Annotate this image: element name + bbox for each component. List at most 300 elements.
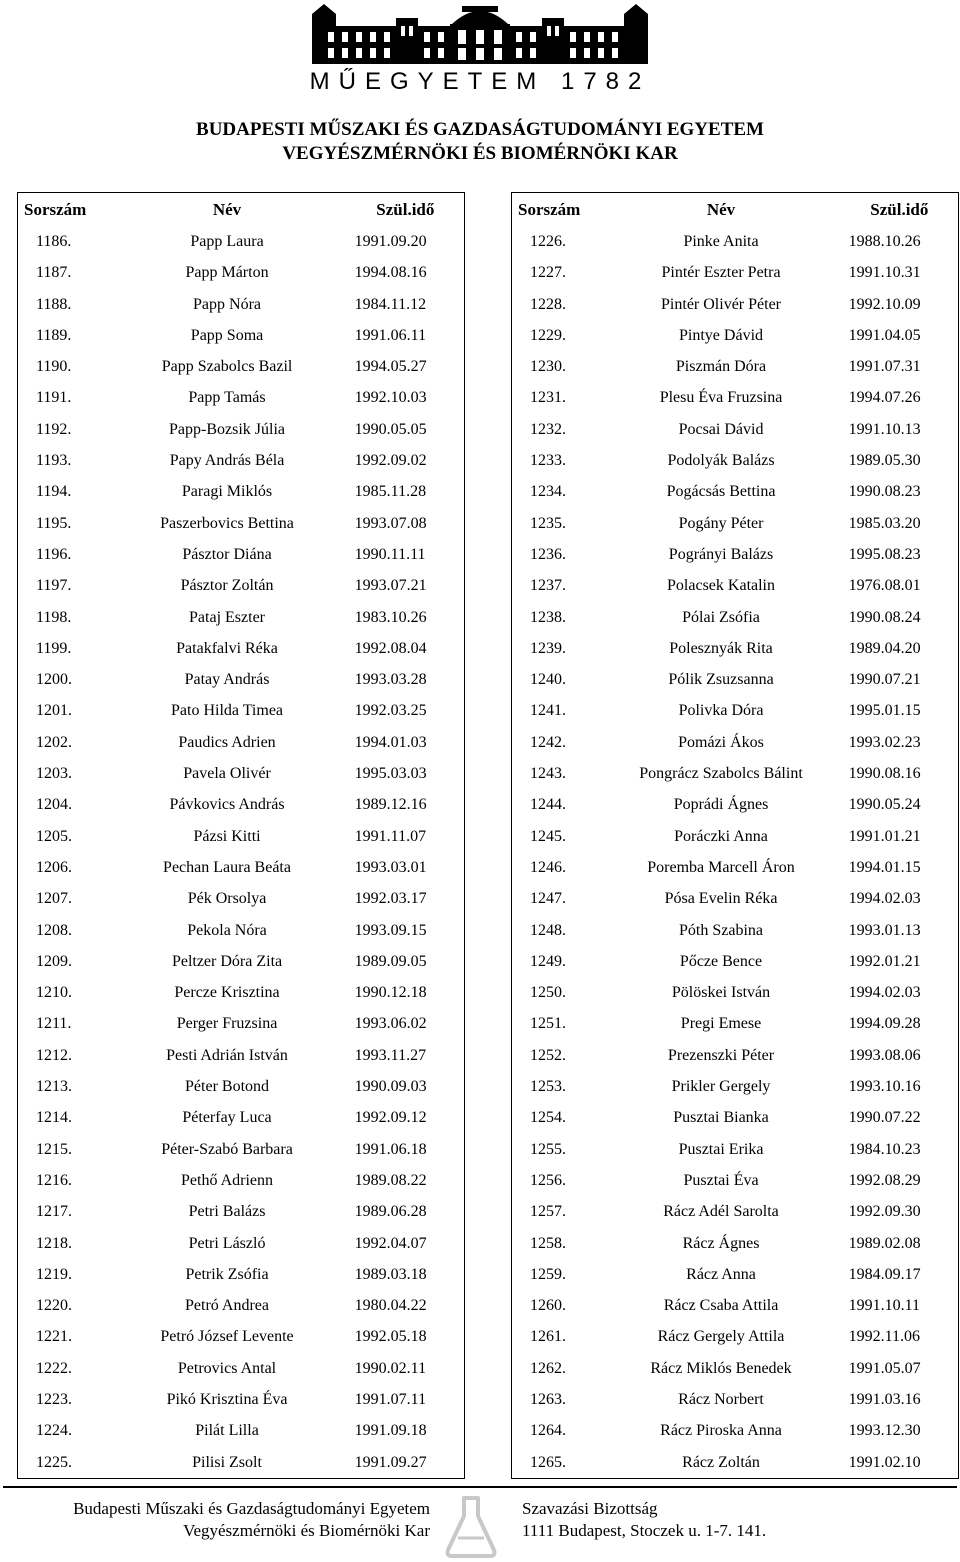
row-birthdate: 1992.09.30 [848,1203,921,1221]
table-row [18,883,465,914]
row-name: Pintér Eszter Petra [661,264,781,282]
row-birthdate: 1993.03.01 [354,858,427,876]
row-name: Pávkovics András [169,796,285,814]
table-row [512,977,959,1008]
table-row [512,1008,959,1039]
row-name: Pongrácz Szabolcs Bálint [639,765,803,783]
table-row [512,915,959,946]
row-birthdate: 1994.08.16 [354,264,427,282]
row-birthdate: 1985.03.20 [848,514,921,532]
row-number: 1259. [530,1265,566,1283]
table-row [18,476,465,507]
row-birthdate: 1991.03.16 [848,1390,921,1408]
row-birthdate: 1995.08.23 [848,545,921,563]
row-number: 1195. [36,514,72,532]
table-row [18,1259,465,1290]
row-number: 1231. [530,389,566,407]
row-birthdate: 1990.05.24 [848,796,921,814]
table-row [18,226,465,257]
row-birthdate: 1992.01.21 [848,952,921,970]
row-name: Pregi Emese [680,1015,762,1033]
row-birthdate: 1989.06.28 [354,1203,427,1221]
row-number: 1236. [530,545,566,563]
row-name: Piszmán Dóra [675,358,767,376]
row-name: Pesti Adrián István [166,1046,288,1064]
row-birthdate: 1984.09.17 [848,1265,921,1283]
footer-committee: Szavazási Bizottság [522,1499,658,1518]
table-row [512,727,959,758]
table-row [18,852,465,883]
table-row [18,1290,465,1321]
row-number: 1204. [36,796,72,814]
row-number: 1228. [530,295,566,313]
column-header-name: Név [706,199,736,219]
row-name: Polacsek Katalin [667,577,775,595]
table-row [512,1228,959,1259]
row-number: 1258. [530,1234,566,1252]
table-row [18,664,465,695]
column-header-birthdate: Szül.idő [376,199,435,219]
table-row [18,1353,465,1384]
row-number: 1249. [530,952,566,970]
table-row [512,1134,959,1165]
row-name: Petri László [188,1234,266,1252]
row-name: Pato Hilda Timea [171,702,284,720]
row-name: Papp-Bozsik Júlia [169,420,286,438]
row-birthdate: 1992.04.07 [354,1234,427,1252]
table-header-row [512,193,959,227]
row-name: Petri Balázs [188,1203,266,1221]
row-number: 1223. [36,1390,72,1408]
table-row [512,602,959,633]
faculty-name: VEGYÉSZMÉRNÖKI ÉS BIOMÉRNÖKI KAR [282,143,678,164]
row-name: Papy András Béla [169,452,285,470]
row-number: 1240. [530,671,566,689]
table-row [512,1259,959,1290]
table-row [18,915,465,946]
row-number: 1246. [530,858,566,876]
table-row [18,602,465,633]
row-birthdate: 1995.03.03 [354,765,427,783]
row-name: Rácz Piroska Anna [660,1422,782,1440]
row-number: 1224. [36,1422,72,1440]
table-row [512,351,959,382]
row-name: Pusztai Éva [683,1171,759,1189]
row-number: 1210. [36,984,72,1002]
row-number: 1238. [530,608,566,626]
row-birthdate: 1990.08.23 [848,483,921,501]
row-birthdate: 1992.10.03 [354,389,427,407]
row-name: Percze Krisztina [174,984,280,1002]
row-number: 1196. [36,545,72,563]
row-birthdate: 1991.07.11 [354,1390,427,1408]
row-number: 1237. [530,577,566,595]
row-number: 1233. [530,452,566,470]
row-birthdate: 1994.01.03 [354,733,427,751]
table-row [512,539,959,570]
row-birthdate: 1989.09.05 [354,952,427,970]
row-number: 1215. [36,1140,72,1158]
table-row [18,289,465,320]
row-name: Prezenszki Péter [667,1046,775,1064]
table-row [18,1008,465,1039]
table-row [512,1040,959,1071]
row-birthdate: 1993.08.06 [848,1046,921,1064]
table-row [512,1196,959,1227]
voter-list-right [511,192,959,1479]
row-birthdate: 1993.11.27 [354,1046,427,1064]
row-birthdate: 1992.09.02 [354,452,427,470]
row-number: 1216. [36,1171,72,1189]
row-birthdate: 1994.09.28 [848,1015,921,1033]
row-number: 1262. [530,1359,566,1377]
row-number: 1220. [36,1297,72,1315]
table-row [512,570,959,601]
table-row [512,320,959,351]
row-number: 1264. [530,1422,566,1440]
row-number: 1235. [530,514,566,532]
row-name: Rácz Zoltán [682,1453,760,1471]
voter-list-left [17,192,465,1479]
row-birthdate: 1991.02.10 [848,1453,921,1471]
row-number: 1225. [36,1453,72,1471]
table-row [512,382,959,413]
row-number: 1205. [36,827,72,845]
table-row [512,226,959,257]
table-row [18,1415,465,1446]
table-row [512,633,959,664]
row-birthdate: 1990.12.18 [354,984,427,1002]
row-number: 1221. [36,1328,72,1346]
row-birthdate: 1991.11.07 [354,827,427,845]
row-name: Péterfay Luca [182,1109,272,1127]
row-number: 1219. [36,1265,72,1283]
table-row [512,852,959,883]
row-number: 1254. [530,1109,566,1127]
row-birthdate: 1994.01.15 [848,858,921,876]
row-birthdate: 1991.09.27 [354,1453,427,1471]
row-birthdate: 1991.01.21 [848,827,921,845]
row-number: 1245. [530,827,566,845]
row-name: Patakfalvi Réka [176,639,278,657]
row-birthdate: 1991.04.05 [848,326,921,344]
row-number: 1256. [530,1171,566,1189]
row-birthdate: 1992.10.09 [848,295,921,313]
table-row [512,821,959,852]
row-name: Perger Fruzsina [176,1015,278,1033]
table-row [512,758,959,789]
footer-right [522,1498,942,1542]
row-number: 1211. [36,1015,72,1033]
row-number: 1242. [530,733,566,751]
row-number: 1186. [36,233,72,250]
row-name: Rácz Anna [686,1265,756,1283]
row-number: 1214. [36,1109,72,1127]
table-row [18,508,465,539]
table-row [512,1447,959,1479]
row-birthdate: 1983.10.26 [354,608,427,626]
row-name: Polesznyák Rita [669,639,773,657]
logo-wordmark: MŰEGYETEM 1782 [309,68,651,95]
table-row [512,1102,959,1133]
row-birthdate: 1993.07.21 [354,577,427,595]
row-name: Poprádi Ágnes [673,796,769,814]
row-number: 1209. [36,952,72,970]
row-birthdate: 1989.08.22 [354,1171,427,1189]
table-row [512,695,959,726]
table-row [512,664,959,695]
row-name: Pilát Lilla [195,1422,259,1440]
row-name: Patay András [184,671,270,689]
row-birthdate: 1989.04.20 [848,639,921,657]
row-name: Podolyák Balázs [667,452,775,470]
row-number: 1234. [530,483,566,501]
row-birthdate: 1989.03.18 [354,1265,427,1283]
row-name: Papp Szabolcs Bazil [161,358,293,376]
row-number: 1192. [36,420,72,438]
row-number: 1226. [530,233,566,250]
row-birthdate: 1990.11.11 [354,545,426,563]
table-row [18,257,465,288]
row-birthdate: 1992.11.06 [848,1328,921,1346]
table-row [512,445,959,476]
row-birthdate: 1993.02.23 [848,733,921,751]
row-name: Papp Nóra [193,295,262,313]
row-birthdate: 1976.08.01 [848,577,921,595]
row-name: Pekola Nóra [187,921,267,939]
row-birthdate: 1991.05.07 [848,1359,921,1377]
row-name: Pataj Eszter [189,608,265,626]
row-birthdate: 1993.03.28 [354,671,427,689]
table-row [18,1447,465,1479]
row-number: 1213. [36,1078,72,1096]
table-header-row [18,193,465,227]
row-birthdate: 1991.06.18 [354,1140,427,1158]
row-number: 1255. [530,1140,566,1158]
row-birthdate: 1992.05.18 [354,1328,427,1346]
table-row [18,1165,465,1196]
row-number: 1217. [36,1203,72,1221]
row-birthdate: 1991.10.11 [848,1297,921,1315]
row-name: Rácz Adél Sarolta [663,1203,779,1221]
row-number: 1227. [530,264,566,282]
row-number: 1229. [530,326,566,344]
row-birthdate: 1984.11.12 [354,295,427,313]
row-name: Pogány Péter [678,514,764,532]
row-name: Pikó Krisztina Éva [166,1390,288,1408]
row-number: 1198. [36,608,72,626]
row-name: Rácz Norbert [678,1390,764,1408]
row-name: Péter Botond [185,1078,270,1096]
row-number: 1239. [530,639,566,657]
table-row [512,508,959,539]
column-header-number: Sorszám [24,199,87,219]
table-row [18,1196,465,1227]
row-birthdate: 1993.10.16 [848,1078,921,1096]
row-birthdate: 1990.08.24 [848,608,921,626]
row-name: Pilisi Zsolt [192,1453,262,1471]
row-name: Pomázi Ákos [678,733,764,751]
row-number: 1260. [530,1297,566,1315]
row-number: 1188. [36,295,72,313]
table-row [18,539,465,570]
footer-address: 1111 Budapest, Stoczek u. 1-7. 141. [522,1521,767,1540]
table-row [18,727,465,758]
table-row [512,1415,959,1446]
table-row [512,476,959,507]
row-name: Petrik Zsófia [185,1265,269,1283]
row-number: 1243. [530,765,566,783]
row-birthdate: 1989.12.16 [354,796,427,814]
row-birthdate: 1993.12.30 [848,1422,921,1440]
table-row [512,257,959,288]
row-name: Pólik Zsuzsanna [668,671,774,689]
row-name: Rácz Ágnes [682,1234,760,1252]
row-birthdate: 1992.08.04 [354,639,427,657]
table-row [18,414,465,445]
row-number: 1202. [36,733,72,751]
table-row [18,977,465,1008]
row-birthdate: 1990.05.05 [354,420,427,438]
row-birthdate: 1991.10.31 [848,264,921,282]
row-name: Pusztai Erika [678,1140,764,1158]
table-row [512,1384,959,1415]
footer-university: Budapesti Műszaki és Gazdaságtudományi Egyetem [73,1499,430,1518]
row-name: Pázsi Kitti [193,827,261,845]
row-birthdate: 1994.02.03 [848,890,921,908]
table-row [18,758,465,789]
row-birthdate: 1992.03.25 [354,702,427,720]
table-row [18,1071,465,1102]
row-number: 1232. [530,420,566,438]
row-name: Pinke Anita [683,233,759,250]
row-number: 1201. [36,702,72,720]
table-row [512,789,959,820]
row-number: 1189. [36,326,72,344]
row-name: Pásztor Zoltán [180,577,274,595]
university-name: BUDAPESTI MŰSZAKI ÉS GAZDASÁGTUDOMÁNYI EGYETEM [196,119,764,140]
row-name: Pék Orsolya [187,890,267,908]
row-birthdate: 1993.09.15 [354,921,427,939]
row-birthdate: 1988.10.26 [848,233,921,250]
row-name: Poremba Marcell Áron [647,858,795,876]
footer-divider [3,1486,957,1488]
row-name: Pechan Laura Beáta [163,858,291,876]
row-number: 1241. [530,702,566,720]
table-row [512,414,959,445]
row-number: 1203. [36,765,72,783]
row-number: 1187. [36,264,72,282]
table-row [512,1290,959,1321]
row-name: Rácz Gergely Attila [657,1328,785,1346]
row-name: Pölöskei István [671,984,771,1002]
row-name: Peltzer Dóra Zita [171,952,283,970]
row-birthdate: 1992.09.12 [354,1109,427,1127]
row-name: Papp Tamás [188,389,266,407]
table-row [512,1165,959,1196]
row-number: 1251. [530,1015,566,1033]
row-name: Péter-Szabó Barbara [161,1140,293,1158]
row-number: 1244. [530,796,566,814]
row-number: 1265. [530,1453,566,1471]
row-number: 1263. [530,1390,566,1408]
row-birthdate: 1993.06.02 [354,1015,427,1033]
table-row [18,1134,465,1165]
row-birthdate: 1992.03.17 [354,890,427,908]
row-birthdate: 1991.09.20 [354,233,427,250]
row-name: Pogrányi Balázs [668,545,774,563]
row-name: Papp Laura [190,233,264,250]
row-name: Pintér Olivér Péter [661,295,781,313]
table-row [512,883,959,914]
row-birthdate: 1994.05.27 [354,358,427,376]
table-row [18,382,465,413]
table-row [18,1040,465,1071]
row-birthdate: 1995.01.15 [848,702,921,720]
table-row [18,445,465,476]
row-name: Pósa Evelin Réka [664,890,778,908]
row-name: Poráczki Anna [674,827,768,845]
row-number: 1199. [36,639,72,657]
row-number: 1190. [36,358,72,376]
row-name: Prikler Gergely [671,1078,771,1096]
row-number: 1191. [36,389,72,407]
row-name: Pőcze Bence [679,952,763,970]
row-name: Paudics Adrien [178,733,276,751]
table-row [18,351,465,382]
column-header-name: Név [212,199,242,219]
footer-left [0,1498,430,1542]
row-birthdate: 1990.07.21 [848,671,921,689]
row-number: 1207. [36,890,72,908]
row-name: Rácz Miklós Benedek [650,1359,792,1377]
row-number: 1212. [36,1046,72,1064]
table-row [18,570,465,601]
row-name: Pavela Olivér [183,765,271,783]
row-name: Papp Soma [190,326,264,344]
row-name: Petrovics Antal [177,1359,277,1377]
row-name: Plesu Éva Fruzsina [659,389,783,407]
row-birthdate: 1993.07.08 [354,514,427,532]
row-birthdate: 1991.07.31 [848,358,921,376]
table-row [18,789,465,820]
table-row [18,1321,465,1352]
footer-faculty: Vegyészmérnöki és Biomérnöki Kar [183,1521,430,1540]
row-number: 1193. [36,452,72,470]
row-name: Pintye Dávid [679,326,764,344]
row-name: Póth Szabina [679,921,764,939]
row-birthdate: 1990.07.22 [848,1109,921,1127]
row-birthdate: 1994.07.26 [848,389,921,407]
row-number: 1250. [530,984,566,1002]
row-number: 1197. [36,577,72,595]
row-number: 1200. [36,671,72,689]
row-birthdate: 1994.02.03 [848,984,921,1002]
row-number: 1206. [36,858,72,876]
row-number: 1194. [36,483,72,501]
row-number: 1208. [36,921,72,939]
row-name: Paragi Miklós [181,483,273,501]
row-name: Paszerbovics Bettina [160,514,294,532]
table-row [18,1228,465,1259]
row-number: 1252. [530,1046,566,1064]
row-birthdate: 1991.09.18 [354,1422,427,1440]
row-name: Pocsai Dávid [678,420,764,438]
table-row [512,1071,959,1102]
row-birthdate: 1991.10.13 [848,420,921,438]
table-row [512,289,959,320]
row-birthdate: 1984.10.23 [848,1140,921,1158]
